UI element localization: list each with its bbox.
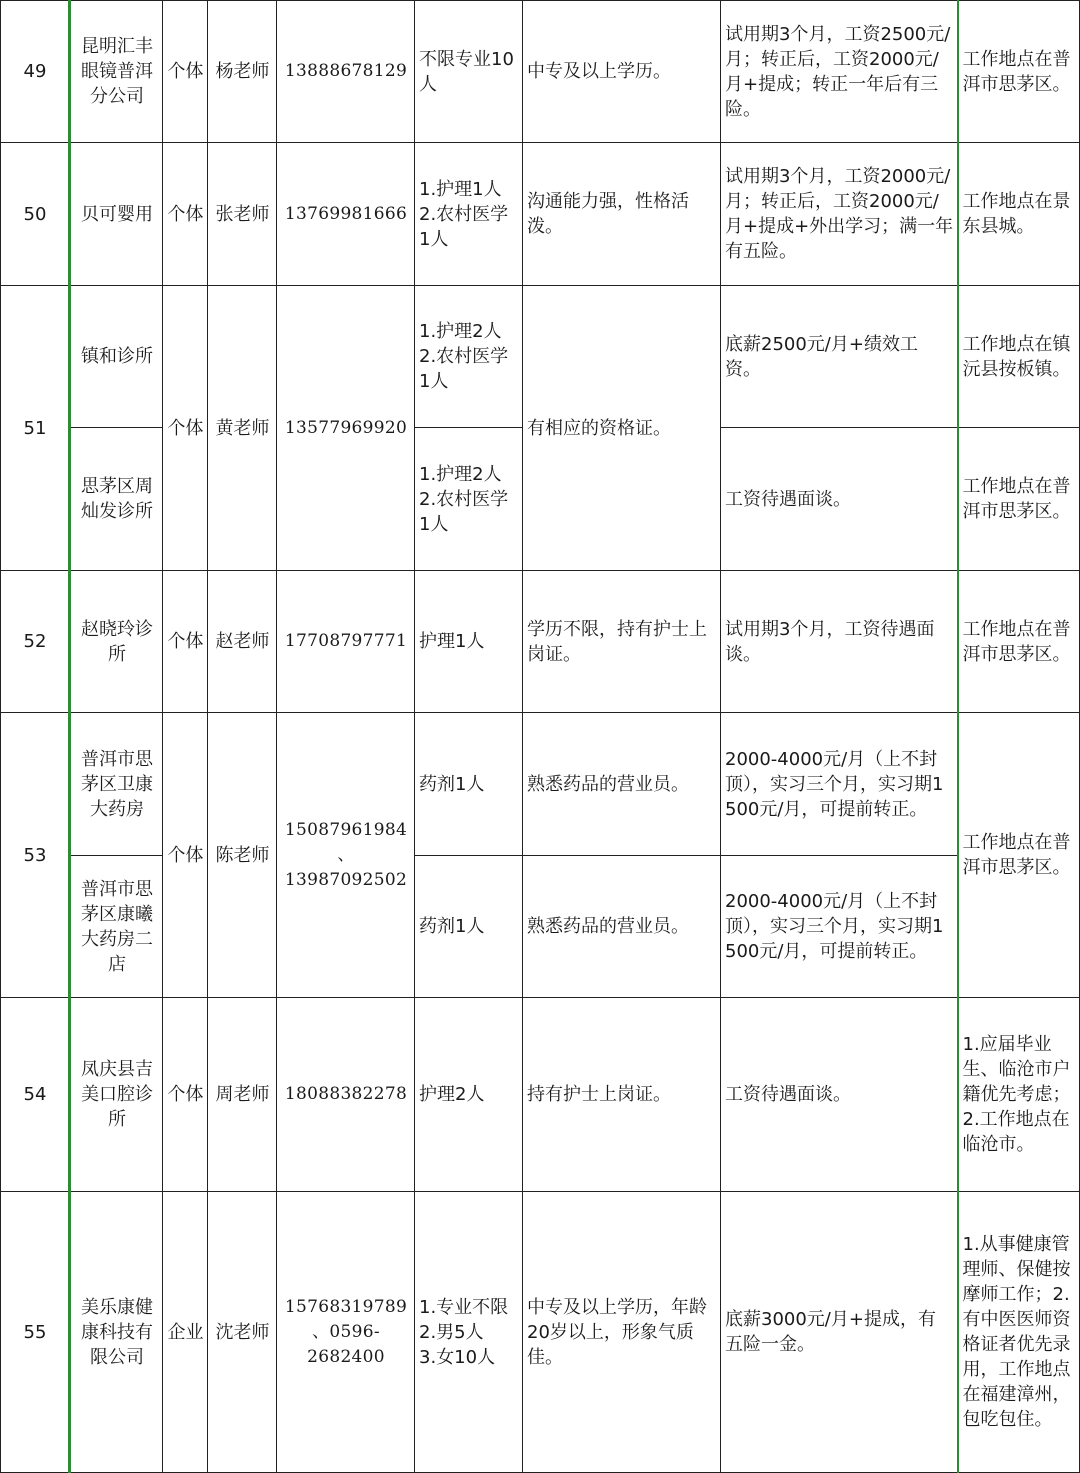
row-number: 51 — [1, 286, 70, 571]
phone-number: 13769981666 — [277, 143, 415, 286]
phone-line: 、 — [337, 844, 355, 865]
positions: 护理2人 — [415, 998, 523, 1192]
salary: 2000-4000元/月（上不封顶），实习三个月，实习期1500元/月，可提前转正。 — [721, 856, 958, 998]
table-row — [1, 143, 1080, 286]
row-number: 52 — [1, 571, 70, 713]
positions: 药剂1人 — [415, 713, 523, 856]
company-type: 企业 — [163, 1192, 208, 1473]
salary: 工资待遇面谈。 — [721, 428, 958, 571]
phone-number: 17708797771 — [277, 571, 415, 713]
contact-person: 张老师 — [208, 143, 277, 286]
salary: 2000-4000元/月（上不封顶），实习三个月，实习期1500元/月，可提前转正。 — [721, 713, 958, 856]
company-name: 贝可婴用 — [70, 143, 163, 286]
positions — [415, 1192, 523, 1473]
phone-line: 15087961984 — [284, 819, 408, 840]
company-name: 普洱市思茅区康曦大药房二店 — [70, 856, 163, 998]
requirements: 有相应的资格证。 — [523, 286, 721, 571]
requirements: 沟通能力强，性格活泼。 — [523, 143, 721, 286]
requirements: 中专及以上学历，年龄20岁以上，形象气质佳。 — [523, 1192, 721, 1473]
table-row — [1, 286, 1080, 428]
contact-person: 陈老师 — [208, 713, 277, 998]
requirements: 熟悉药品的营业员。 — [523, 713, 721, 856]
contact-person: 杨老师 — [208, 1, 277, 143]
phone-number — [277, 1192, 415, 1473]
company-type: 个体 — [163, 713, 208, 998]
salary: 工资待遇面谈。 — [721, 998, 958, 1192]
company-type: 个体 — [163, 1, 208, 143]
table-row — [1, 713, 1080, 856]
contact-person: 赵老师 — [208, 571, 277, 713]
position-line: 1.护理2人 — [419, 321, 502, 342]
row-number: 55 — [1, 1192, 70, 1473]
requirements: 学历不限，持有护士上岗证。 — [523, 571, 721, 713]
phone-line: 、0596- — [312, 1321, 380, 1342]
phone-number: 13577969920 — [277, 286, 415, 571]
position-line: 3.女10人 — [419, 1346, 496, 1368]
row-number: 53 — [1, 713, 70, 998]
company-type: 个体 — [163, 998, 208, 1192]
positions: 不限专业10人 — [415, 1, 523, 143]
row-number: 54 — [1, 998, 70, 1192]
notes: 工作地点在镇沅县按板镇。 — [958, 286, 1080, 428]
notes: 工作地点在普洱市思茅区。 — [958, 713, 1080, 998]
table-row — [1, 1192, 1080, 1473]
position-line: 2.男5人 — [419, 1321, 484, 1343]
notes: 工作地点在普洱市思茅区。 — [958, 428, 1080, 571]
table-row — [1, 1, 1080, 143]
company-name: 赵晓玲诊所 — [70, 571, 163, 713]
requirements: 熟悉药品的营业员。 — [523, 856, 721, 998]
positions: 护理1人 — [415, 571, 523, 713]
positions: 药剂1人 — [415, 856, 523, 998]
position-line: 2.农村医学1人 — [419, 346, 509, 392]
phone-number — [277, 713, 415, 998]
notes: 工作地点在普洱市思茅区。 — [958, 571, 1080, 713]
company-name: 昆明汇丰眼镜普洱分公司 — [70, 1, 163, 143]
phone-line: 13987092502 — [284, 869, 408, 890]
positions — [415, 286, 523, 428]
positions — [415, 143, 523, 286]
requirements: 持有护士上岗证。 — [523, 998, 721, 1192]
phone-line: 15768319789 — [284, 1296, 408, 1317]
company-type: 个体 — [163, 571, 208, 713]
row-number: 49 — [1, 1, 70, 143]
salary: 试用期3个月，工资2500元/月；转正后，工资2000元/月+提成；转正一年后有三险。 — [721, 1, 958, 143]
position-line: 1.护理1人 — [419, 178, 502, 200]
position-line: 2.农村医学1人 — [419, 203, 509, 250]
table-row — [1, 998, 1080, 1192]
table-row — [1, 856, 1080, 998]
salary: 底薪2500元/月+绩效工资。 — [721, 286, 958, 428]
phone-line: 2682400 — [307, 1346, 385, 1367]
table-row — [1, 571, 1080, 713]
notes: 1.应届毕业生、临沧市户籍优先考虑；2.工作地点在临沧市。 — [958, 998, 1080, 1192]
contact-person: 周老师 — [208, 998, 277, 1192]
notes: 工作地点在景东县城。 — [958, 143, 1080, 286]
company-name: 凤庆县吉美口腔诊所 — [70, 998, 163, 1192]
company-name: 美乐康健康科技有限公司 — [70, 1192, 163, 1473]
notes: 工作地点在普洱市思茅区。 — [958, 1, 1080, 143]
phone-number: 13888678129 — [277, 1, 415, 143]
company-name: 镇和诊所 — [70, 286, 163, 428]
salary: 试用期3个月，工资2000元/月；转正后，工资2000元/月+提成+外出学习；满一年有五险。 — [721, 143, 958, 286]
company-name: 普洱市思茅区卫康大药房 — [70, 713, 163, 856]
contact-person: 黄老师 — [208, 286, 277, 571]
company-type: 个体 — [163, 143, 208, 286]
position-line: 2.农村医学1人 — [419, 488, 509, 535]
company-name: 思茅区周灿发诊所 — [70, 428, 163, 571]
notes: 1.从事健康管理师、保健按摩师工作；2.有中医医师资格证者优先录用，工作地点在福建漳州，包吃包住。 — [958, 1192, 1080, 1473]
contact-person: 沈老师 — [208, 1192, 277, 1473]
position-line: 1.专业不限 — [419, 1296, 509, 1318]
salary: 试用期3个月，工资待遇面谈。 — [721, 571, 958, 713]
row-number: 50 — [1, 143, 70, 286]
position-line: 1.护理2人 — [419, 463, 502, 485]
positions — [415, 428, 523, 571]
company-type: 个体 — [163, 286, 208, 571]
salary: 底薪3000元/月+提成，有五险一金。 — [721, 1192, 958, 1473]
phone-number: 18088382278 — [277, 998, 415, 1192]
requirements: 中专及以上学历。 — [523, 1, 721, 143]
